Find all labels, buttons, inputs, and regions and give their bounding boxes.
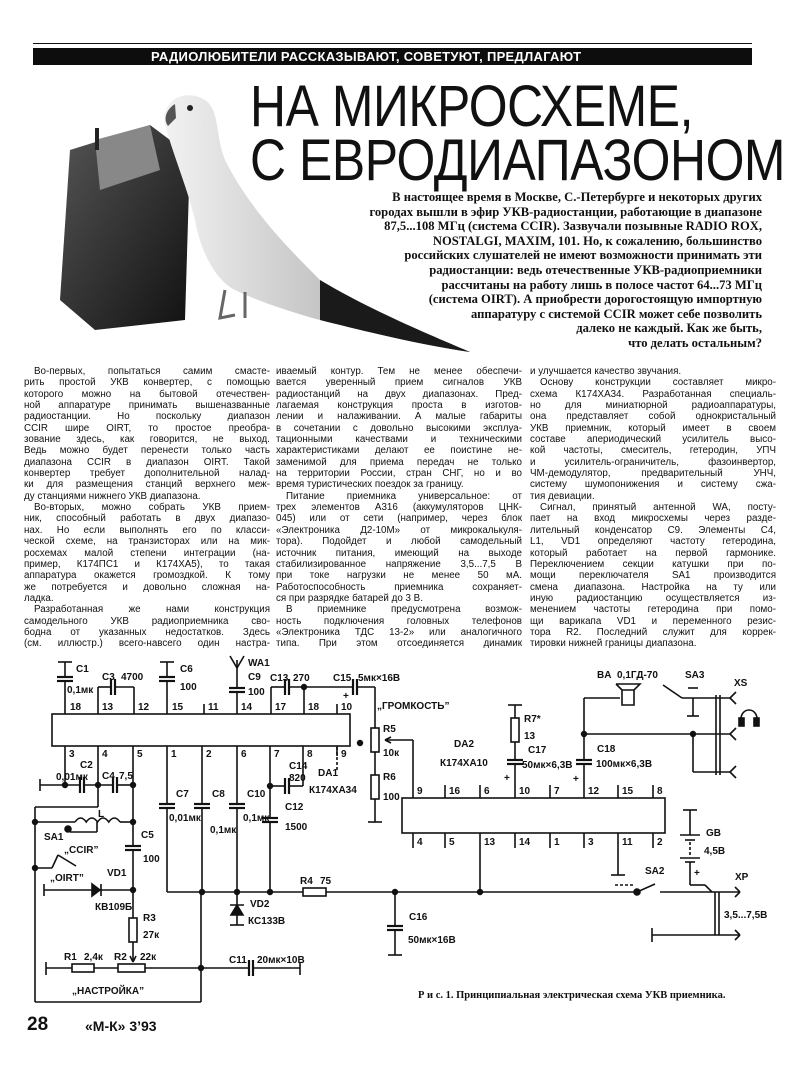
headphones-icon [739, 718, 744, 726]
text-line: радиостанции. Но поскольку диапазон [24, 411, 270, 423]
lead-line: городах вышли в эфир УКВ-радиостанции, работающие в диапазоне [369, 204, 762, 219]
da2-pin: 2 [657, 837, 663, 848]
text-line: щи варикапа VD1 и переменного резис- [530, 615, 776, 627]
da2-pin: 1 [554, 837, 560, 848]
label-da2-type: К174ХА10 [440, 758, 488, 769]
paragraph-start-line: Во-первых, попытаться самим смасте- [34, 366, 270, 377]
wire [237, 656, 244, 668]
text-line: зование здесь, как говорится, не выход. [24, 434, 270, 446]
label-r6: R6 [383, 772, 396, 783]
resistor [118, 964, 145, 972]
da1-pin: 18 [70, 702, 82, 713]
text-line: который работает на первой гармонике. [530, 547, 776, 559]
wire [705, 885, 712, 892]
label-c13-value: 270 [293, 673, 310, 684]
da1-pin: 13 [102, 702, 114, 713]
junction-dot [200, 890, 205, 895]
text-line: 045) или от сети (например, через блок [276, 513, 522, 525]
lead-line: (система OIRT). А приобрести дорогостоящую импортную [428, 292, 762, 307]
text-line: время туристических поездок за границу. [276, 479, 464, 491]
label-r3: R3 [143, 913, 156, 924]
label-r6-value: 100 [383, 792, 400, 803]
junction-dot [96, 783, 101, 788]
junction-dot [393, 890, 398, 895]
lead-line: радиостанции: ведь отечественные УКВ-радиоприемники [429, 262, 762, 277]
text-line: тора). Подойдет и любой самодельный [276, 536, 522, 548]
text-line: CCIR шире OIRT, то простое преобра- [24, 422, 270, 434]
label-c17: C17 [528, 745, 547, 756]
label-da1: DA1 [318, 768, 339, 779]
da2-pin: 11 [622, 837, 633, 848]
da1-pin: 4 [102, 749, 108, 760]
label-r5-value: 10к [383, 748, 400, 759]
label-oirt: „OIRT” [50, 873, 84, 884]
label-l: L [98, 809, 105, 820]
label-c8-value: 0,1мк [210, 825, 237, 836]
label-c8: C8 [212, 789, 225, 800]
da1-pin: 2 [206, 749, 212, 760]
potentiometer-wiper [130, 956, 136, 962]
da2-pin: 8 [657, 786, 663, 797]
label-vd2-type: КС133В [248, 916, 286, 927]
text-line: при токе нагрузки не менее 50 мА. [276, 570, 522, 582]
text-line: источник питания, имеющий на выходе [276, 547, 522, 559]
label-c1: C1 [76, 664, 89, 675]
label-da2: DA2 [454, 739, 475, 750]
label-gb: GB [706, 828, 721, 839]
text-line: в сочетании с довольно высокими эксплуа- [276, 422, 522, 434]
resistor [511, 718, 519, 742]
text-line: L1, VD1 определяют частоту гетеродина, [530, 536, 776, 548]
text-line: она представляет собой однокристальный [530, 411, 776, 423]
text-line: ник, способный работать в двух диапазо- [24, 513, 270, 525]
label-c5: C5 [141, 830, 154, 841]
label-c7-value: 0,01мк [169, 813, 201, 824]
wire [730, 692, 736, 698]
text-line: лении и налаживании. А малые габариты [276, 411, 522, 423]
article-title [250, 74, 786, 193]
label-r1-value: 2,4к [84, 952, 103, 963]
text-line: тора R2. Последний служит для коррек- [530, 626, 776, 638]
text-line: «Электроника ТДС 13-2» или аналогичного [276, 626, 522, 638]
text-line: ческой схеме, на транзисторах или на мик- [24, 536, 270, 548]
label-r7: R7* [524, 714, 541, 725]
da1-pin: 3 [69, 749, 75, 760]
wire [663, 685, 682, 698]
chip-da1 [52, 714, 350, 746]
switch-contact [634, 889, 640, 895]
text-line: тия девиации. [530, 490, 595, 502]
resistor [371, 775, 379, 799]
paragraph-start-line: и улучшается качество звучания. [530, 366, 682, 377]
schematic-labels [44, 658, 767, 997]
text-line: ной аппаратуре принимать вышеназванные [24, 400, 270, 412]
label-c15-value: 5мк×16В [358, 673, 401, 684]
text-column-2 [276, 366, 522, 650]
text-line: бодна от указанных недостатков. Здесь [24, 626, 270, 638]
label-c15-plus: + [343, 691, 349, 702]
text-line: систему шумопонижения и систему сжа- [530, 479, 776, 491]
label-c3-value: 4700 [121, 672, 144, 683]
label-r5: R5 [383, 724, 396, 735]
resistor [303, 888, 326, 896]
speaker [616, 684, 640, 705]
text-line: которого можно на бытовой отечествен- [24, 388, 270, 400]
da1-pin: 17 [275, 702, 287, 713]
title-line-1: НА МИКРОСХЕМЕ, [250, 74, 694, 139]
da1-pin: 8 [307, 749, 313, 760]
wire [735, 887, 740, 892]
label-sa3: SA3 [685, 670, 705, 681]
wire [730, 698, 736, 704]
text-line: УКВ приемник, который имеет в своем [530, 422, 776, 434]
junction-dot [302, 685, 307, 690]
headphones-icon [754, 718, 759, 726]
switch-contact [65, 826, 71, 832]
da1-pin: 1 [171, 749, 177, 760]
junction-dot [63, 783, 68, 788]
varicap-diode [92, 884, 100, 896]
label-sa2: SA2 [645, 866, 665, 877]
text-line: радиостанций на двух диапазонах. Пред- [276, 388, 522, 400]
da1-pin: 12 [138, 702, 150, 713]
text-line: вается уверенный прием сигналов УКВ [276, 377, 522, 389]
page-number: 28 [27, 1014, 49, 1035]
da2-pin: 14 [519, 837, 531, 848]
da2-pin: 13 [484, 837, 496, 848]
junction-dot [199, 966, 204, 971]
label-c17-plus: + [504, 773, 510, 784]
text-line: Ведь можно будет перенести только часть [24, 445, 270, 457]
label-c10-value: 0,1мк [243, 813, 270, 824]
label-ba: BA [597, 670, 612, 681]
junction-dot [478, 890, 483, 895]
junction-dot [131, 888, 136, 893]
da1-pin: 15 [172, 702, 184, 713]
text-line: кой частоты, смеситель, гетеродин, УПЧ [530, 445, 776, 457]
text-line: самодельного УКВ радиоприемника сво- [24, 615, 270, 627]
junction-dot [268, 890, 273, 895]
text-line: рить простой УКВ конвертер, с помощью [24, 377, 270, 389]
paragraph-start-line: Во-вторых, можно собрать УКВ прием- [34, 502, 270, 514]
lead-line: 87,5...108 МГц (система CCIR). Зазвучали позывные RADIO ROX, [384, 219, 762, 234]
paragraph-start-line: Питание приемника универсальное: от [286, 490, 522, 502]
lead-line: В настоящее время в Москве, С.-Петербурге и некоторых других [392, 190, 762, 204]
text-line: трех элементов А316 (аккумуляторов ЦНК- [276, 502, 522, 514]
label-c11-value: 20мк×10В [257, 955, 305, 966]
label-xp: XP [735, 872, 749, 883]
junction-dot [33, 866, 38, 871]
paragraph-start-line: Основу конструкции составляет микро- [540, 377, 776, 389]
text-line: Переключением секции катушки при по- [530, 558, 776, 570]
label-c14: C14 [289, 761, 308, 772]
paragraph-start-line: В приемнике предусмотрена возмож- [286, 604, 522, 616]
wire [730, 728, 736, 734]
text-line: пример, К174ПС1 и К174ХА5), то такая [24, 558, 270, 570]
text-line: на территории России, стран СНГ, но и во [276, 468, 522, 480]
label-c9-value: 100 [248, 687, 265, 698]
lead-line: что делать остальным? [628, 335, 762, 350]
text-line: менением частоты гетеродина при помо- [530, 604, 776, 616]
label-c11: C11 [229, 955, 247, 966]
label-vd1-type: КВ109Б [95, 902, 133, 913]
label-r1: R1 [64, 952, 77, 963]
chip-da2 [402, 798, 665, 833]
junction-dot [235, 890, 240, 895]
junction-dot [358, 741, 363, 746]
title-line-2: С ЕВРОДИАПАЗОНОМ [250, 128, 786, 193]
da2-pin: 3 [588, 837, 594, 848]
text-line: схема К174ХА34. Разработанная специаль- [530, 388, 776, 400]
label-c9: C9 [248, 672, 261, 683]
text-line: конвертер требует дополнительной налад- [24, 468, 270, 480]
potentiometer-wiper [385, 737, 391, 743]
da1-pin: 18 [308, 702, 320, 713]
da1-pin: 10 [341, 702, 353, 713]
junction-dot [131, 820, 136, 825]
label-r3-value: 27к [143, 930, 160, 941]
text-line: тировки нижней границы диапазона. [530, 638, 697, 650]
label-xp-voltage: 3,5...7,5В [724, 910, 768, 921]
label-c3: C3 [102, 672, 115, 683]
junction-dot [268, 784, 273, 789]
lead-line: далеко не каждый. Как же быть, [576, 321, 762, 336]
label-c12: C12 [285, 802, 304, 813]
label-c6: C6 [180, 664, 193, 675]
wire [730, 766, 736, 772]
text-line: составе апериодический усилитель высо- [530, 434, 776, 446]
zener-diode [230, 905, 244, 915]
label-r4: R4 [300, 876, 313, 887]
da2-pin: 7 [554, 786, 560, 797]
label-c4: C4 [102, 771, 115, 782]
wire [735, 930, 740, 935]
label-c18-plus: + [573, 774, 579, 785]
junction-dot [691, 732, 696, 737]
text-line: Работоспособность приемника сохраняет- [276, 581, 522, 593]
label-c16-value: 50мк×16В [408, 935, 456, 946]
label-c15: C15 [333, 673, 352, 684]
junction-dot [582, 732, 587, 737]
label-gb-value: 4,5В [704, 846, 726, 857]
text-line: ду станциями нижнего УКВ диапазона. [24, 490, 201, 502]
label-c16: C16 [409, 912, 428, 923]
text-line: ся при разрядке батарей до 3 В. [276, 592, 423, 604]
text-column-3 [530, 366, 776, 650]
label-r4-value: 75 [320, 876, 332, 887]
text-line: тационными качествами и техническими [276, 434, 522, 446]
da2-pin: 15 [622, 786, 634, 797]
label-gb-plus: + [694, 868, 700, 879]
da2-pin: 10 [519, 786, 531, 797]
lead-line: российских слушателей не имеют возможности принимать эти [404, 248, 762, 263]
text-line: же потребуется и довольно сложная на- [24, 581, 270, 593]
da1-pin: 5 [137, 749, 143, 760]
text-line: «Электроника Д2-10М» от микрокалькуля- [276, 524, 522, 536]
text-line: нах. Но если выполнять его по класси- [24, 524, 270, 536]
label-ba-type: 0,1ГД-70 [617, 670, 658, 681]
label-c14-value: 820 [289, 773, 306, 784]
wire [735, 892, 740, 897]
label-c2-value: 0,01мк [56, 772, 88, 783]
text-line: мощи переключателя SA1 производится [530, 570, 776, 582]
lead-line: аппаратуру с системой CCIR может себе позволить [470, 306, 762, 321]
da1-pin: 11 [208, 702, 219, 713]
text-line: ность подключения головных телефонов [276, 615, 522, 627]
article-lead [290, 190, 762, 351]
label-xs: XS [734, 678, 748, 689]
label-ccir: „CCIR” [64, 845, 99, 856]
label-c5-value: 100 [143, 854, 160, 865]
lead-line: NOSTALGI, MAXIM, 101. Но, к сожалению, большинство [432, 233, 762, 248]
wire [52, 855, 58, 868]
junction-dot [131, 783, 136, 788]
label-vd2: VD2 [250, 899, 270, 910]
text-line: смена диапазона. Настройка на ту или [530, 581, 776, 593]
label-c13: C13 [270, 673, 289, 684]
text-line: характеристиками делают ее поистине не- [276, 445, 522, 457]
label-c18-value: 100мк×6,3В [596, 759, 653, 770]
da2-pin: 4 [417, 837, 423, 848]
paragraph-start-line: Сигнал, принятый антенной WA, посту- [540, 502, 776, 514]
label-c17-value: 50мк×6,3В [522, 760, 573, 771]
label-r2: R2 [114, 952, 127, 963]
text-line: росхемах малой степени интеграции (на- [24, 547, 270, 559]
label-c4-value: 7,5 [119, 771, 133, 782]
label-vd1: VD1 [107, 868, 127, 879]
wire [730, 734, 736, 740]
label-r7-value: 13 [524, 731, 536, 742]
section-banner: РАДИОЛЮБИТЕЛИ РАССКАЗЫВАЮТ, СОВЕТУЮТ, ПРЕДЛАГАЮТ [33, 48, 752, 65]
da2-pin: 5 [449, 837, 455, 848]
text-line: ЧМ-демодулятор, предварительный УНЧ, [530, 468, 776, 480]
lead-line: рассчитаны на работу лишь в полосе частот 64...73 МГц [441, 277, 762, 292]
label-c2: C2 [80, 760, 93, 771]
top-rule [33, 43, 752, 44]
text-line: ладка. [24, 592, 54, 604]
label-nastroika: „НАСТРОЙКА” [72, 986, 145, 997]
wire [58, 855, 76, 866]
text-line: заменимой для приема передач не только [276, 456, 522, 468]
label-sa1: SA1 [44, 832, 64, 843]
label-c6-value: 100 [180, 682, 197, 693]
text-line: иную радиостанцию осуществляется из- [530, 592, 776, 604]
da2-pin: 9 [417, 786, 423, 797]
da2-pin: 6 [484, 786, 490, 797]
da1-pin: 9 [341, 749, 347, 760]
label-c10: C10 [247, 789, 266, 800]
headphones-icon [741, 710, 757, 722]
text-line: типа. При этом отсоединяется динамик [276, 638, 522, 650]
label-c12-value: 1500 [285, 822, 308, 833]
label-wa1: WA1 [248, 658, 270, 669]
text-line: пает на вход микросхемы через разде- [530, 513, 776, 525]
text-line: стабилизированное напряжение 3,5...7,5 В [276, 558, 522, 570]
label-c1-value: 0,1мк [67, 685, 94, 696]
resistor [129, 918, 137, 942]
label-gromkost: „ГРОМКОСТЬ” [377, 701, 450, 712]
wire [735, 935, 740, 940]
text-line: но для миниатюрной радиоаппаратуры, [530, 400, 776, 412]
text-line: аппаратура окажется громоздкой. К тому [24, 570, 270, 582]
inductor-coil [75, 818, 120, 822]
label-da1-type: К174ХА34 [309, 785, 357, 796]
resistor [72, 964, 94, 972]
label-r2-value: 22к [140, 952, 157, 963]
paragraph-start-line: иваемый контур. Тем не менее обеспечи- [276, 366, 522, 377]
text-line: и усилитель-ограничитель, фазоинвертор, [530, 456, 776, 468]
da2-pin: 16 [449, 786, 461, 797]
resistor [371, 728, 379, 752]
paragraph-start-line: Разработанная же нами конструкция [34, 604, 270, 616]
text-line: (см. иллюстр.) всего-навсего один настра- [24, 638, 270, 650]
text-line: лительный конденсатор С9. Элементы С4, [530, 524, 776, 536]
text-line: лагаемая конструкция проста в изготов- [276, 400, 522, 412]
label-c18: C18 [597, 744, 616, 755]
junction-dot [33, 820, 38, 825]
wire [730, 772, 736, 778]
figure-caption: Р и с. 1. Принципиальная электрическая схема УКВ приемника. [418, 990, 726, 1001]
da1-pin: 6 [241, 749, 247, 760]
magazine-issue: «М-К» 3’93 [85, 1018, 157, 1034]
label-c7: C7 [176, 789, 189, 800]
da2-pin: 12 [588, 786, 600, 797]
wire [637, 884, 655, 892]
da1-pin: 7 [274, 749, 280, 760]
da1-pin: 14 [241, 702, 253, 713]
wire [230, 656, 237, 668]
text-line: диапазона CCIR в диапазон OIRT. Такой [24, 456, 270, 468]
text-line: ки для размещения станций верхнего меж- [24, 479, 270, 491]
text-column-1 [24, 366, 270, 650]
